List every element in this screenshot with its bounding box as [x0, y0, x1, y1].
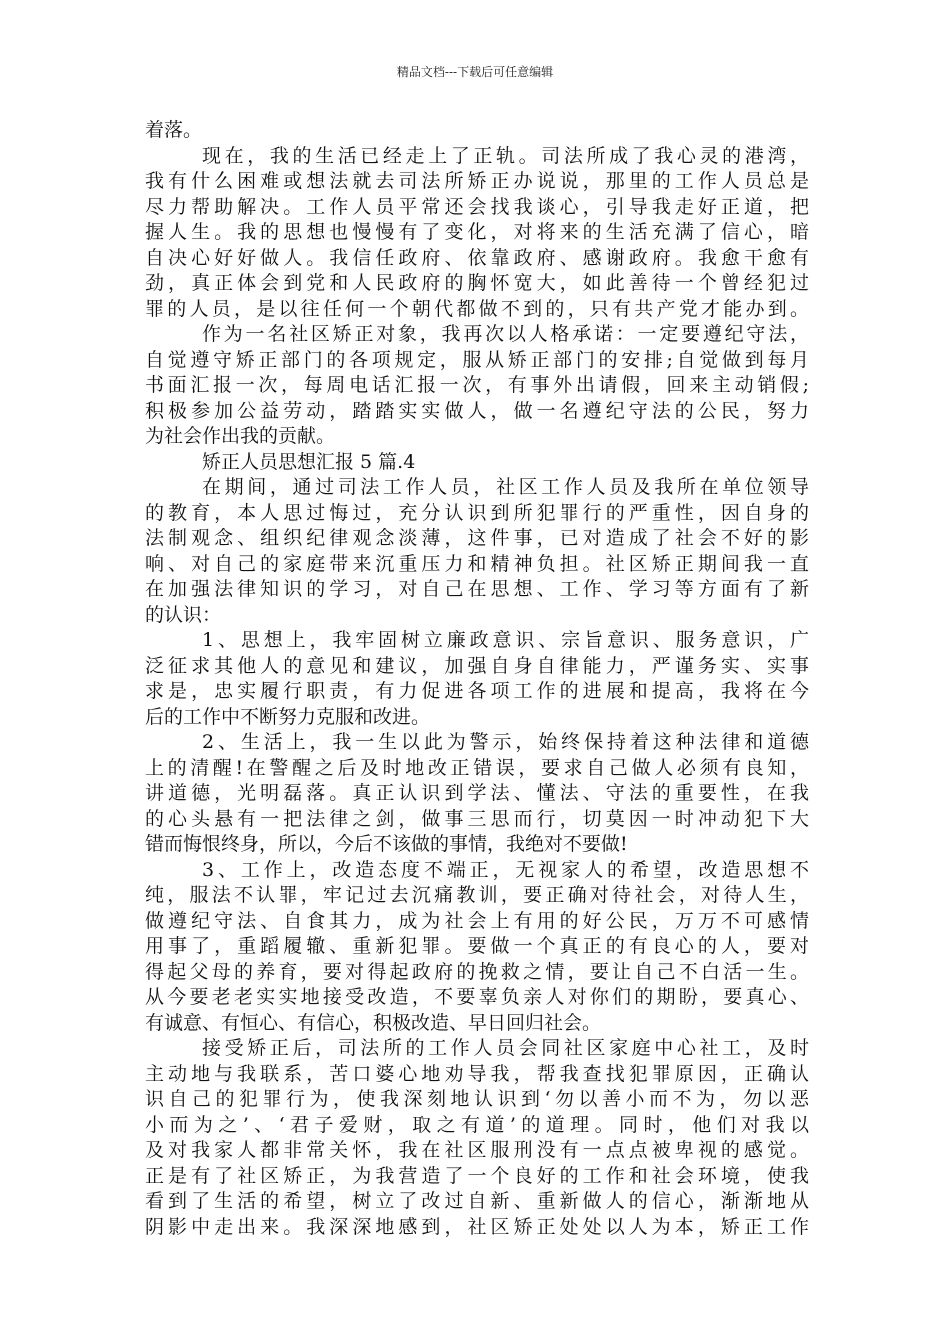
text-line: 及对我家人都非常关怀，我在社区服刑没有一点点被卑视的感觉。 — [145, 1139, 809, 1161]
text-line: 矫正人员思想汇报 5 篇.4 — [202, 450, 416, 473]
text-line: 从今要老老实实地接受改造，不要辜负亲人对你们的期盼，要真心、 — [145, 986, 809, 1008]
text-line: 现在，我的生活已经走上了正轨。司法所成了我心灵的港湾， — [202, 144, 809, 167]
text-line: 握人生。我的思想也慢慢有了变化，对将来的生活充满了信心，暗 — [145, 221, 809, 243]
text-line: 的教育，本人思过悔过，充分认识到所犯罪行的严重性，因自身的 — [145, 501, 809, 524]
text-line: 劲，真正体会到党和人民政府的胸怀宽大，如此善待一个曾经犯过 — [145, 272, 809, 294]
text-line: 阴影中走出来。我深深地感到，社区矫正处处以人为本，矫正工作 — [145, 1215, 809, 1238]
text-line: 做遵纪守法、自食其力，成为社会上有用的好公民，万万不可感情 — [145, 909, 809, 932]
text-line: 在期间，通过司法工作人员，社区工作人员及我所在单位领导 — [202, 476, 809, 498]
text-line: 在加强法律知识的学习，对自己在思想、工作、学习等方面有了新 — [145, 578, 809, 600]
text-line: 罪的人员，是以往任何一个朝代都做不到的，只有共产党才能办到。 — [145, 297, 809, 320]
text-line: 我有什么困难或想法就去司法所矫正办说说，那里的工作人员总是 — [145, 170, 809, 192]
text-line: 讲道德，光明磊落。真正认识到学法、懂法、守法的重要性，在我 — [145, 782, 809, 804]
text-line: 书面汇报一次，每周电话汇报一次，有事外出请假，回来主动销假; — [145, 374, 809, 396]
text-line: 的心头悬有一把法律之剑，做事三思而行，切莫因一时冲动犯下大 — [145, 807, 809, 830]
text-line: 有诚意、有恒心、有信心，积极改造、早日回归社会。 — [145, 1011, 602, 1034]
text-line: 1、思想上，我牢固树立廉政意识、宗旨意识、服务意识，广 — [202, 629, 809, 651]
page-header: 精品文档---下载后可任意编辑 — [396, 65, 554, 79]
text-line: 错而悔恨终身，所以，今后不该做的事情，我绝对不要做! — [145, 833, 628, 855]
text-line: 为社会作出我的贡献。 — [145, 425, 336, 447]
text-line: 正是有了社区矫正，为我营造了一个良好的工作和社会环境，使我 — [145, 1164, 809, 1187]
text-line: 求是，忠实履行职责，有力促进各项工作的进展和提高，我将在今 — [145, 680, 809, 702]
text-line: 的认识： — [145, 603, 222, 626]
text-line: 主动地与我联系，苦口婆心地劝导我，帮我查找犯罪原因，正确认 — [145, 1062, 809, 1085]
text-line: 2、生活上，我一生以此为警示，始终保持着这种法律和道德 — [202, 731, 809, 753]
text-line: 法制观念、组织纪律观念淡薄，这件事，已对造成了社会不好的影 — [145, 527, 809, 549]
text-line: 作为一名社区矫正对象，我再次以人格承诺：一定要遵纪守法， — [202, 323, 809, 345]
text-line: 3、工作上，改造态度不端正，无视家人的希望，改造思想不 — [202, 858, 809, 881]
text-line: 识自己的犯罪行为，使我深刻地认识到‘勿以善小而不为，勿以恶 — [145, 1088, 809, 1110]
text-line: 上的清醒!在警醒之后及时地改正错误，要求自己做人必须有良知， — [145, 756, 809, 779]
text-line: 响、对自己的家庭带来沉重压力和精神负担。社区矫正期间我一直 — [145, 552, 809, 575]
text-line: 接受矫正后，司法所的工作人员会同社区家庭中心社工，及时 — [202, 1037, 809, 1059]
text-line: 用事了，重蹈履辙、重新犯罪。要做一个真正的有良心的人，要对 — [145, 935, 809, 957]
text-line: 得起父母的养育，要对得起政府的挽救之情，要让自己不白活一生。 — [145, 960, 809, 983]
text-line: 自决心好好做人。我信任政府、依靠政府、感谢政府。我愈干愈有 — [145, 246, 809, 269]
text-line: 自觉遵守矫正部门的各项规定，服从矫正部门的安排;自觉做到每月 — [145, 348, 809, 371]
text-line: 纯，服法不认罪，牢记过去沉痛教训，要正确对待社会，对待人生， — [145, 884, 809, 906]
text-line: 积极参加公益劳动，踏踏实实做人，做一名遵纪守法的公民，努力 — [145, 399, 809, 422]
text-line: 尽力帮助解决。工作人员平常还会找我谈心，引导我走好正道，把 — [145, 195, 809, 218]
text-line: 泛征求其他人的意见和建议，加强自身自律能力，严谨务实、实事 — [145, 654, 809, 677]
document-body — [145, 118, 809, 1240]
text-line: 着落。 — [145, 119, 203, 141]
text-line: 小而为之’、‘君子爱财，取之有道’的道理。同时，他们对我以 — [145, 1113, 809, 1136]
text-line: 后的工作中不断努力克服和改进。 — [145, 705, 431, 728]
text-line: 看到了生活的希望，树立了改过自新、重新做人的信心，渐渐地从 — [145, 1190, 809, 1212]
